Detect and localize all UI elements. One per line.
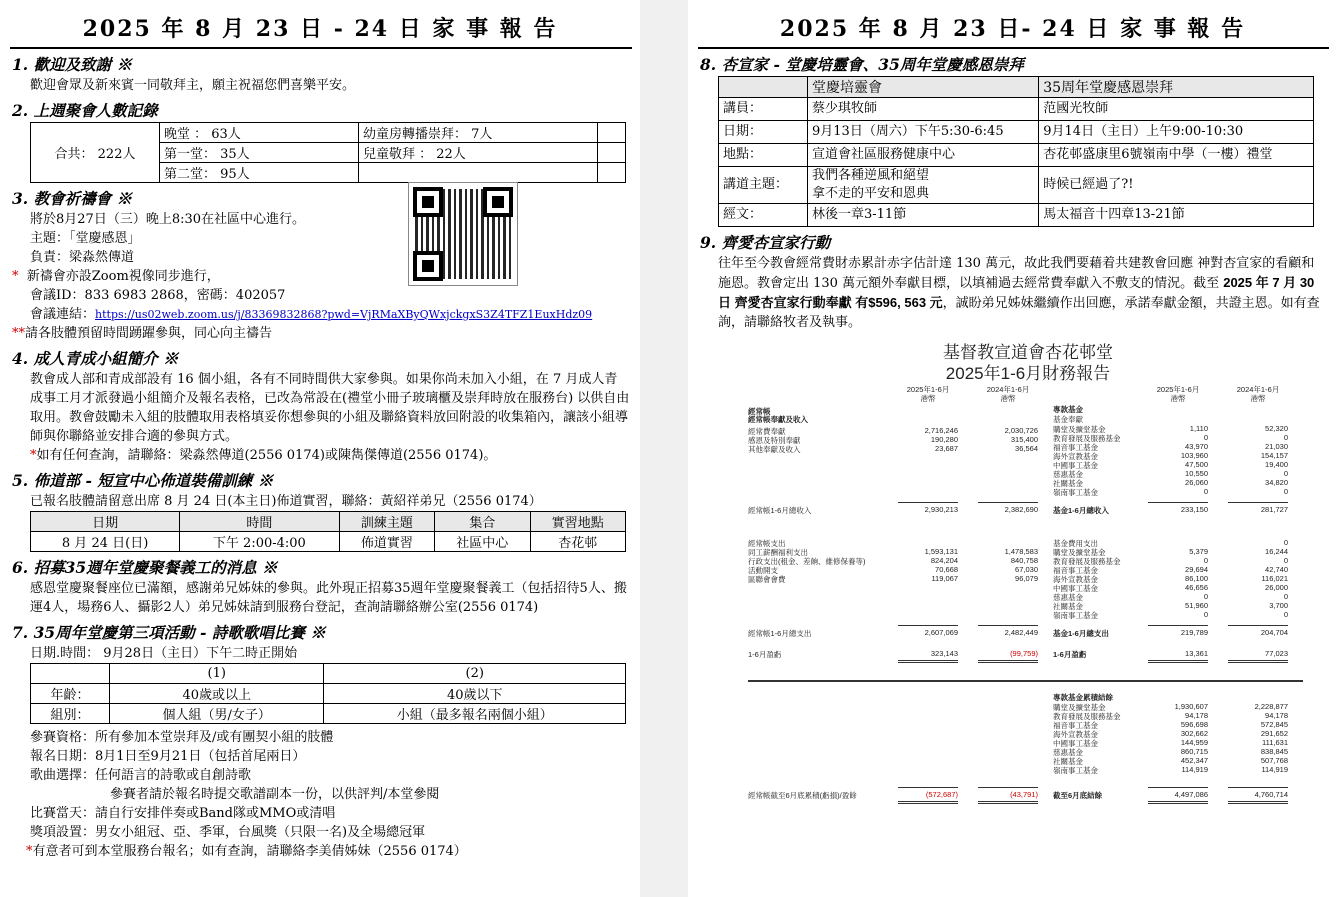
fin-cell: 社關基金 — [1053, 757, 1083, 766]
fin-cell: 經常帳截至6月底累積(虧損)/盈餘 — [748, 791, 857, 800]
contest-q2: 報名日期：8月1日至9月21日（包括首尾兩日） — [30, 749, 306, 764]
fin-cell: 23,687 — [935, 444, 958, 453]
fin-cell: 154,157 — [1260, 451, 1288, 460]
fin-cell: 204,704 — [1260, 628, 1288, 637]
fin-rule — [898, 625, 958, 626]
fin-cell: 114,919 — [1181, 765, 1208, 774]
fin-cell: 77,023 — [1265, 649, 1288, 658]
fin-title-2: 2025年1-6月財務報告 — [945, 364, 1111, 383]
fin-cell: 42,740 — [1265, 565, 1288, 574]
fin-cell: 596,698 — [1180, 720, 1208, 729]
contest-age-2: 40歲以下 — [324, 684, 626, 704]
anniv-cell: 范國光牧師 — [1039, 98, 1314, 121]
prayer-line-3: 負責：梁淼然傳道 — [30, 250, 135, 265]
asterisk: * — [12, 269, 27, 284]
section-9-text-1: 往年至今教會經常費財赤累計赤字估計達 130 萬元，故此我們要藉着共建教會回應 神對杏宣家的看顧和施恩。教會定出 130 萬元額外奉獻目標，以填補過去經常費奉獻入不敷支的情況。截至 — [718, 256, 1315, 291]
right-page — [688, 0, 1337, 897]
fin-cell: 103,960 — [1180, 451, 1208, 460]
training-head-time: 時間 — [180, 512, 339, 532]
anniv-rows — [719, 98, 1314, 227]
left-page — [0, 0, 640, 897]
section-6-heading: 6. 招募35週年堂慶聚餐義工的消息 ※ — [12, 558, 278, 577]
section-9-heading: 9. 齊愛杏宣家行動 — [700, 233, 831, 252]
fin-cell: 其他奉獻及收入 — [748, 445, 801, 454]
anniv-row — [719, 144, 1314, 167]
fin-cell: 572,845 — [1260, 720, 1288, 729]
fin-cell: (572,687) — [925, 790, 958, 799]
section-4-text: 教會成人部和青成部設有 16 個小組，各有不同時間供大家參與。如果你尚未加入小組，在 7 月成人青成事工月才派發過小組簡介及報名表格，已改為常設在(禮堂小冊子玻璃櫃及崇拜時放在服務台) 以供自由取用。教會鼓勵未入組的肢體取用表格填妥你想參與的小組及聯絡資料放回附設的收集箱內，讓該小組導師與你聯絡並安排合適的參與方式。 — [30, 372, 630, 444]
fin-cell: 2,382,690 — [1004, 505, 1038, 514]
fin-cell: 1,593,131 — [924, 547, 958, 556]
fin-cell: 嶺南事工基金 — [1053, 488, 1098, 497]
anniv-cell: 日期： — [719, 121, 808, 144]
section-3-heading: 3. 教會祈禱會 ※ — [12, 189, 132, 208]
fin-cell: 基金1-6月總收入 — [1053, 506, 1109, 515]
training-head-meet: 集合 — [435, 512, 530, 532]
fin-cell: 0 — [1203, 610, 1208, 619]
fin-cell: 購堂及擴堂基金 — [1053, 548, 1106, 557]
section-1-text: 歡迎會眾及新來賓一同敬拜主，願主祝福您們喜樂平安。 — [30, 78, 356, 93]
asterisk: * — [30, 448, 37, 463]
fin-cell: 0 — [1283, 592, 1288, 601]
asterisk: * — [26, 844, 33, 859]
fin-rule — [898, 787, 958, 788]
fin-cell: 嶺南事工基金 — [1053, 611, 1098, 620]
anniv-cell: 講員： — [719, 98, 808, 121]
anniv-row — [719, 204, 1314, 227]
fin-cell: 2024年1-6月 — [986, 385, 1030, 394]
fin-cell: 教育發展及服務基金 — [1053, 434, 1121, 443]
training-meet: 社區中心 — [435, 532, 530, 552]
fin-double-rule — [898, 660, 958, 663]
fin-cell: 824,204 — [930, 556, 958, 565]
prayer-line-5: 會議ID：833 6983 2868，密碼：402057 — [30, 288, 286, 303]
fin-cell: 10,550 — [1185, 469, 1208, 478]
qr-code-icon — [408, 182, 518, 286]
fin-unit: 港幣 — [920, 394, 936, 403]
section-4-heading: 4. 成人青成小組簡介 ※ — [12, 349, 179, 368]
section-5-heading: 5. 佈道部 - 短宣中心佈道裝備訓練 ※ — [12, 471, 274, 490]
anniv-cell: 林後一章3-11節 — [808, 204, 1039, 227]
fin-cell: 基金奉獻 — [1053, 415, 1083, 424]
fin-cell: 區聯會會費 — [748, 575, 786, 584]
fin-cell: 1,110 — [1189, 424, 1208, 433]
training-topic: 佈道實習 — [339, 532, 434, 552]
fin-cell: 46,656 — [1185, 583, 1208, 592]
fin-divider — [748, 680, 1303, 682]
contest-q1: 參賽資格：所有參加本堂崇拜及/或有團契小組的肢體 — [30, 730, 334, 745]
section-5-text: 已報名肢體請留意出席 8 月 24 日(本主日)佈道實習，聯絡：黃紹祥弟兄（2556 0174） — [30, 494, 542, 509]
fin-cell: 購堂及擴堂基金 — [1053, 425, 1106, 434]
contest-table — [30, 663, 626, 724]
section-6-text: 感恩堂慶聚餐座位已滿額，感謝弟兄姊妹的參與。此外現正招募35週年堂慶聚餐義工（包括招待5人、搬運4人，場務6人、攝影2人）弟兄姊妹請到服務台登記，查詢請聯絡辦公室(2556 0174) — [30, 581, 627, 615]
fin-cell: 經常帳支出 — [748, 539, 786, 548]
fin-cell: 福音事工基金 — [1053, 566, 1098, 575]
fin-unit: 港幣 — [1250, 394, 1266, 403]
fin-double-rule — [1148, 801, 1208, 804]
contest-date: 日期.時間： 9月28日（主日）下午二時正開始 — [30, 646, 298, 661]
attendance-table — [30, 122, 626, 183]
page-title-right: 2025 年 8 月 23 日- 24 日 家 事 報 告 — [779, 16, 1246, 42]
fin-cell: 0 — [1283, 487, 1288, 496]
fin-cell: 教育發展及服務基金 — [1053, 557, 1121, 566]
fin-cell: 119,067 — [931, 574, 958, 583]
anniv-cell: 蔡少琪牧師 — [808, 98, 1039, 121]
fin-cell: 2025年1-6月 — [1156, 385, 1200, 394]
fin-cell: 購堂及擴堂基金 — [1053, 703, 1106, 712]
anniv-cell: 經文： — [719, 204, 808, 227]
fin-cell: 經常帳1-6月總收入 — [748, 506, 812, 515]
fin-cell: 144,959 — [1180, 738, 1208, 747]
fin-cell: 0 — [1203, 556, 1208, 565]
anniv-cell: 我們各種逆風和絕望 拿不走的平安和恩典 — [808, 167, 1039, 204]
fin-rule — [978, 502, 1038, 503]
section-4-note: 如有任何查詢，請聯絡：梁淼然傳道(2556 0174)或陳雋傑傳道(2556 0174)。 — [36, 448, 497, 463]
fin-cell: 專款基金 — [1053, 405, 1083, 414]
fin-cell: 0 — [1283, 556, 1288, 565]
fin-cell: 0 — [1203, 592, 1208, 601]
training-table — [30, 511, 626, 552]
fin-rule — [1148, 787, 1208, 788]
fin-cell: 233,150 — [1180, 505, 1208, 514]
section-1-heading: 1. 歡迎及致謝 ※ — [12, 55, 132, 74]
section-9-highlight: 2025 年 7 月 30 日 齊愛杏宣家行動奉獻 有$596, 563 元 — [718, 275, 1315, 310]
fin-cell: 29,694 — [1185, 565, 1208, 574]
prayer-line-7: 請各肢體預留時間踴躍參與，同心向主禱告 — [25, 326, 273, 341]
fin-cell: 114,919 — [1261, 765, 1288, 774]
fin-rule — [1148, 625, 1208, 626]
fin-cell: 116,021 — [1261, 574, 1288, 583]
fin-title-1: 基督教宣道會杏花邨堂 — [943, 343, 1113, 362]
fin-rule — [898, 502, 958, 503]
fin-cell: 慈惠基金 — [1053, 748, 1083, 757]
fin-cell: 2,228,877 — [1254, 702, 1288, 711]
fin-cell: 5,379 — [1189, 547, 1208, 556]
fin-cell: 基金費用支出 — [1053, 539, 1098, 548]
fin-cell: 基金1-6月總支出 — [1053, 629, 1109, 638]
fin-cell: 86,100 — [1185, 574, 1208, 583]
fin-cell: 1,478,583 — [1004, 547, 1038, 556]
fin-cell: 2,607,069 — [924, 628, 958, 637]
fin-cell: 0 — [1283, 538, 1288, 547]
fin-cell: 感恩及特別奉獻 — [748, 436, 801, 445]
fin-cell: 94,178 — [1185, 711, 1208, 720]
anniv-cell: 杏花邨盛康里6號嶺南中學（一樓）禮堂 — [1039, 144, 1314, 167]
anniv-col-2: 35周年堂慶感恩崇拜 — [1039, 77, 1314, 98]
fin-cell: 0 — [1283, 610, 1288, 619]
attendance-evening: 晚堂 ： 63人 — [160, 123, 359, 143]
contest-q3: 歌曲選擇：任何語言的詩歌或自創詩歌 — [30, 768, 252, 783]
fin-cell: 323,143 — [930, 649, 958, 658]
fin-cell: 190,280 — [930, 435, 958, 444]
fin-cell: 51,960 — [1185, 601, 1208, 610]
fin-cell: 2,930,213 — [924, 505, 958, 514]
fin-cell: 專款基金累積結餘 — [1053, 693, 1113, 702]
title-rule — [10, 47, 632, 49]
fin-cell: 36,564 — [1015, 444, 1038, 453]
fin-cell: 0 — [1203, 487, 1208, 496]
fin-double-rule — [978, 660, 1038, 663]
fin-cell: 13,361 — [1185, 649, 1208, 658]
contest-col-2: (2) — [324, 664, 626, 684]
attendance-children: 兒童敬拜 ： 22人 — [359, 143, 598, 163]
fin-cell: 4,497,086 — [1174, 790, 1208, 799]
fin-cell: 2024年1-6月 — [1236, 385, 1280, 394]
fin-cell: 26,000 — [1265, 583, 1288, 592]
fin-rule — [1228, 787, 1288, 788]
fin-cell: 291,652 — [1260, 729, 1288, 738]
fin-cell: 4,760,714 — [1254, 790, 1288, 799]
anniv-cell: 宣道會社區服務健康中心 — [808, 144, 1039, 167]
fin-cell: 慈惠基金 — [1053, 593, 1083, 602]
attendance-first: 第一堂： 35人 — [160, 143, 359, 163]
attendance-total: 合共： 222人 — [31, 123, 160, 183]
fin-cell: 經常帳奉獻及收入 — [748, 415, 808, 424]
fin-cell: 16,244 — [1265, 547, 1288, 556]
anniv-row — [719, 98, 1314, 121]
section-8-heading: 8. 杏宣家 - 堂慶培靈會、35周年堂慶感恩崇拜 — [700, 55, 1024, 74]
contest-q4: 參賽者請於報名時提交歌譜副本一份，以供評判/本堂參閱 — [110, 787, 440, 802]
anniv-cell: 講道主題： — [719, 167, 808, 204]
fin-cell: 經常帳1-6月總支出 — [748, 629, 812, 638]
fin-cell: 507,768 — [1260, 756, 1288, 765]
fin-cell: (43,791) — [1010, 790, 1038, 799]
fin-cell: 281,727 — [1260, 505, 1288, 514]
anniv-cell: 時候已經過了?! — [1039, 167, 1314, 204]
fin-cell: 截至6月底結餘 — [1053, 791, 1103, 800]
financial-report — [748, 342, 1308, 812]
fin-cell: 福音事工基金 — [1053, 443, 1098, 452]
fin-rule — [1228, 625, 1288, 626]
training-head-topic: 訓練主題 — [339, 512, 434, 532]
section-9-text-3: ，誠盼弟兄姊妹繼續作出回應，承諾奉獻金額，共證主恩。如有查詢，請聯絡牧者及執事。 — [718, 296, 1320, 330]
fin-rule — [978, 625, 1038, 626]
fin-cell: 67,030 — [1015, 565, 1038, 574]
contest-group-label: 組別： — [31, 704, 110, 724]
anniv-cell: 馬太福音十四章13-21節 — [1039, 204, 1314, 227]
fin-cell: 838,845 — [1260, 747, 1288, 756]
training-date: 8 月 24 日(日) — [31, 532, 180, 552]
fin-cell: 0 — [1283, 469, 1288, 478]
fin-cell: 2,030,726 — [1004, 426, 1038, 435]
fin-cell: 行政支出(租金、差餉、維修保養等) — [748, 557, 866, 566]
zoom-link[interactable]: https://us02web.zoom.us/j/83369832868?pwd=VjRMaXByQWxjckgxS3Z4TFZ1EuxHdz09 — [95, 308, 593, 321]
fin-unit: 港幣 — [1000, 394, 1016, 403]
fin-cell: 19,400 — [1265, 460, 1288, 469]
fin-rule — [978, 787, 1038, 788]
contest-q7: 有意者可到本堂服務台報名；如有查詢，請聯絡李美倩姊妹（2556 0174） — [32, 844, 467, 859]
fin-cell: 47,500 — [1185, 460, 1208, 469]
fin-cell: 中國事工基金 — [1053, 584, 1098, 593]
fin-cell: 中國事工基金 — [1053, 739, 1098, 748]
fin-cell: 302,662 — [1180, 729, 1208, 738]
fin-cell: 社關基金 — [1053, 479, 1083, 488]
fin-cell: 96,079 — [1015, 574, 1038, 583]
fin-double-rule — [1228, 801, 1288, 804]
contest-age-1: 40歲或以上 — [110, 684, 324, 704]
fin-cell: 慈惠基金 — [1053, 470, 1083, 479]
fin-cell: 福音事工基金 — [1053, 721, 1098, 730]
attendance-kids-room: 幼童房轉播崇拜： 7人 — [359, 123, 598, 143]
section-2-heading: 2. 上週聚會人數記錄 — [12, 101, 158, 120]
fin-cell: 3,700 — [1269, 601, 1288, 610]
fin-cell: 1-6月盈虧 — [748, 650, 782, 659]
anniv-cell: 9月13日（周六）下午5:30-6:45 — [808, 121, 1039, 144]
anniv-row — [719, 167, 1314, 204]
fin-cell: 教育發展及服務基金 — [1053, 712, 1121, 721]
title-rule — [698, 47, 1329, 49]
page-title: 2025 年 8 月 23 日 - 24 日 家 事 報 告 — [82, 16, 558, 42]
fin-cell: 840,758 — [1010, 556, 1038, 565]
fin-cell: 2025年1-6月 — [906, 385, 950, 394]
contest-q5: 比賽當天：請自行安排伴奏或Band隊或MMO或清唱 — [30, 806, 336, 821]
fin-cell: 111,631 — [1262, 738, 1288, 747]
contest-col-1: (1) — [110, 664, 324, 684]
anniversary-table — [718, 76, 1314, 227]
fin-cell: 1,930,607 — [1174, 702, 1208, 711]
fin-cell: 同工薪酬福利支出 — [748, 548, 808, 557]
prayer-link-label: 會議連結： — [30, 307, 96, 322]
fin-double-rule — [898, 801, 958, 804]
fin-cell: 活動開支 — [748, 566, 778, 575]
fin-cell: 海外宣教基金 — [1053, 575, 1098, 584]
fin-rule — [1148, 502, 1208, 503]
fin-cell: 2,716,246 — [924, 426, 958, 435]
prayer-line-4: 新禱會亦設Zoom視像同步進行， — [26, 269, 220, 284]
attendance-second: 第二堂： 95人 — [160, 163, 359, 183]
prayer-line-1: 將於8月27日（三）晚上8:30在社區中心進行。 — [30, 212, 306, 227]
prayer-line-2: 主題：「堂慶感恩」 — [30, 231, 141, 246]
fin-cell: 2,482,449 — [1004, 628, 1038, 637]
section-7-heading: 7. 35周年堂慶第三項活動 - 詩歌歌唱比賽 ※ — [12, 623, 326, 642]
fin-cell: 52,320 — [1265, 424, 1288, 433]
fin-double-rule — [978, 801, 1038, 804]
fin-cell: 1-6月盈虧 — [1053, 650, 1087, 659]
training-head-date: 日期 — [31, 512, 180, 532]
fin-cell: 海外宣教基金 — [1053, 730, 1098, 739]
fin-double-rule — [1148, 660, 1208, 663]
anniv-cell: 地點： — [719, 144, 808, 167]
fin-cell: 嶺南事工基金 — [1053, 766, 1098, 775]
fin-rule — [1228, 502, 1288, 503]
anniv-row — [719, 121, 1314, 144]
fin-cell: 經常費奉獻 — [748, 427, 786, 436]
fin-cell: 中國事工基金 — [1053, 461, 1098, 470]
fin-cell: 26,060 — [1185, 478, 1208, 487]
fin-cell: 219,789 — [1180, 628, 1208, 637]
fin-double-rule — [1228, 660, 1288, 663]
training-head-place: 實習地點 — [530, 512, 625, 532]
fin-unit: 港幣 — [1170, 394, 1186, 403]
fin-cell: (99,759) — [1010, 649, 1038, 658]
fin-cell: 21,030 — [1265, 442, 1288, 451]
contest-group-1: 個人組（男/女子） — [110, 704, 324, 724]
fin-cell: 94,178 — [1265, 711, 1288, 720]
fin-cell: 34,820 — [1265, 478, 1288, 487]
fin-cell: 海外宣教基金 — [1053, 452, 1098, 461]
anniv-col-1: 堂慶培靈會 — [808, 77, 1039, 98]
contest-age-label: 年齡： — [31, 684, 110, 704]
fin-cell: 社關基金 — [1053, 602, 1083, 611]
fin-cell: 43,970 — [1185, 442, 1208, 451]
double-asterisk: ** — [12, 326, 25, 341]
fin-cell: 315,400 — [1010, 435, 1038, 444]
fin-cell: 452,347 — [1180, 756, 1208, 765]
contest-q6: 獎項設置：男女小組冠、亞、季軍，台風獎（只限一名)及全場總冠軍 — [30, 825, 426, 840]
fin-cell: 70,668 — [935, 565, 958, 574]
contest-group-2: 小組（最多報名兩個小組） — [324, 704, 626, 724]
training-time: 下午 2:00-4:00 — [180, 532, 339, 552]
fin-cell: 0 — [1283, 433, 1288, 442]
fin-cell: 860,715 — [1180, 747, 1208, 756]
fin-cell: 0 — [1203, 433, 1208, 442]
anniv-cell: 9月14日（主日）上午9:00-10:30 — [1039, 121, 1314, 144]
fin-cell: 經常帳 — [748, 407, 771, 416]
training-place: 杏花邨 — [530, 532, 625, 552]
